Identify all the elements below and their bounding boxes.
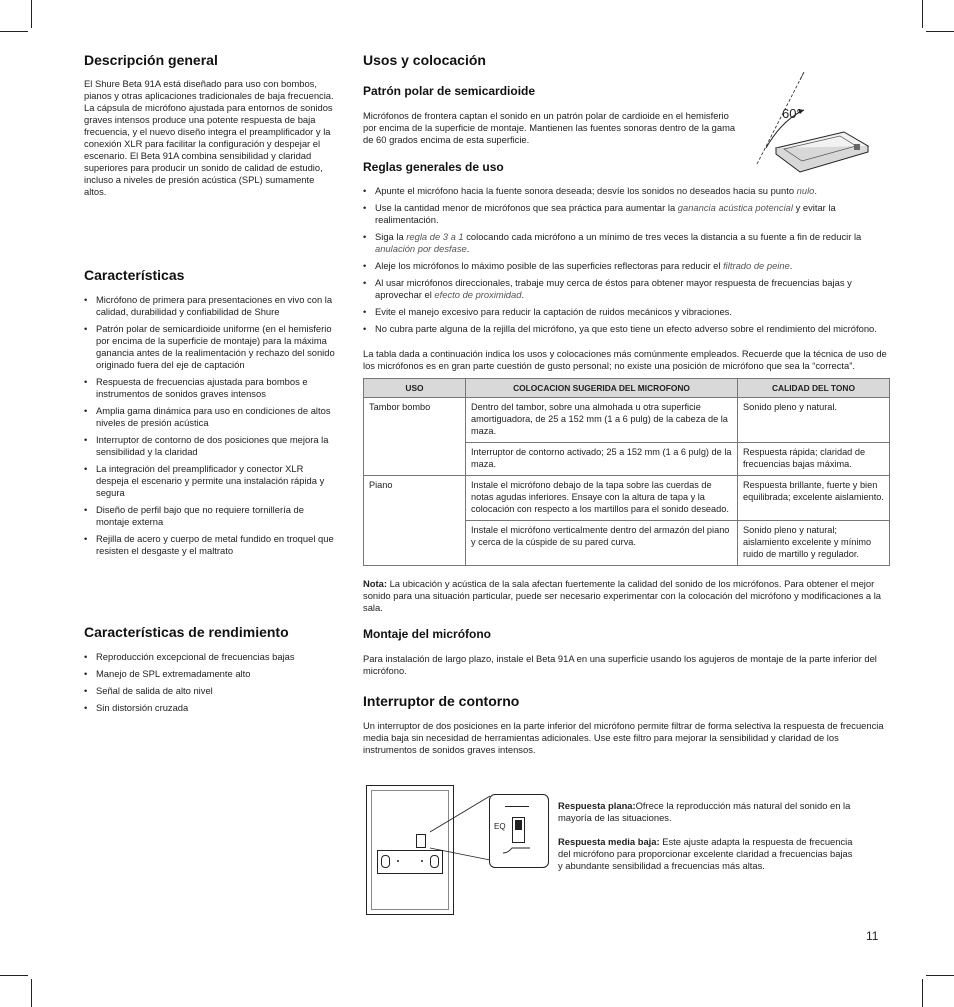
- list-item: • Siga la regla de 3 a 1 colocando cada micrófono a un mínimo de tres veces la distancia a su fuente a fin de reducir la anulación por desfase.: [363, 231, 893, 255]
- list-item: • Diseño de perfil bajo que no requiere tornillería de montaje externa: [84, 504, 336, 528]
- list-item: • Patrón polar de semicardioide uniforme (en el hemisferio por encima de la superficie de montaje) para la máxima ganancia antes de la realimentación y rechazo del sonido originado fuera del eje de captación: [84, 323, 336, 371]
- crop-mark: [0, 31, 28, 32]
- crop-mark: [926, 31, 954, 32]
- table-cell: Interruptor de contorno activado; 25 a 152 mm (1 a 6 pulg) de la maza.: [466, 443, 738, 476]
- semicardioid-diagram: [752, 60, 882, 180]
- list-item: • La integración del preamplificador y conector XLR despeja el escenario y permite una instalación rápida y segura: [84, 463, 336, 499]
- contour-caption: [558, 800, 858, 872]
- crop-mark: [922, 979, 923, 1007]
- table-cell: Respuesta brillante, fuerte y bien equilibrada; excelente aislamiento.: [738, 476, 890, 521]
- media-text: Respuesta media baja: Este ajuste adapta la respuesta de frecuencia del micrófono para proporcionar excelente claridad a frecuencias bajas y abundante sensibilidad a frecuencias más altas.: [558, 836, 853, 871]
- contorno-body: Un interruptor de dos posiciones en la parte inferior del micrófono permite filtrar de forma selectiva la respuesta de frecuencia media baja sin necesidad de herramientas adicionales. Use este filtro para mejorar la sensibilidad y claridad de los instrumentos de sonidos graves intensos.: [363, 720, 884, 755]
- nota: Nota: La ubicación y acústica de la sala afectan fuertemente la calidad del sonido de los micrófonos. Para obtener el mejor sonido para una situación particular, puede ser necesario experimentar con la colocación del micrófono y modificaciones a la sala.: [363, 578, 881, 613]
- eq-label: EQ: [494, 822, 506, 831]
- table-cell: Dentro del tambor, sobre una almohada u otra superficie amortiguadora, de 25 a 152 mm (1 a 6 pulg) de la cabeza de la maza.: [466, 398, 738, 443]
- crop-mark: [0, 975, 28, 976]
- list-item: • Amplia gama dinámica para uso en condiciones de altos niveles de presión acústica: [84, 405, 336, 429]
- list-item: • No cubra parte alguna de la rejilla del micrófono, ya que esto tiene un efecto adverso sobre el rendimiento del micrófono.: [363, 323, 893, 335]
- reglas-list: [363, 185, 893, 335]
- table-row: [364, 476, 890, 521]
- list-item: • Apunte el micrófono hacia la fuente sonora deseada; desvíe los sonidos no deseados hacia su punto nulo.: [363, 185, 893, 197]
- list-item: • Respuesta de frecuencias ajustada para bombos e instrumentos de sonidos graves intensos: [84, 376, 336, 400]
- list-item: • Rejilla de acero y cuerpo de metal fundido en troquel que resisten el desgaste y el maltrato: [84, 533, 336, 557]
- list-item: • Aleje los micrófonos lo máximo posible de las superficies reflectoras para reducir el filtrado de peine.: [363, 260, 893, 272]
- list-item: • Evite el manejo excesivo para reducir la captación de ruidos mecánicos y vibraciones.: [363, 306, 893, 318]
- angle-label: 60°: [782, 106, 802, 121]
- table-cell: Piano: [364, 476, 466, 566]
- table-cell: Instale el micrófono verticalmente dentro del armazón del piano y cerca de la cúspide de su pared curva.: [466, 521, 738, 566]
- eq-curve-icon: [502, 845, 532, 855]
- rendimiento-title: Características de rendimiento: [84, 624, 289, 640]
- page-number: 11: [866, 929, 879, 943]
- montaje-body: Para instalación de largo plazo, instale el Beta 91A en una superficie usando los agujeros de montaje de la parte inferior del micrófono.: [363, 653, 877, 676]
- eq-toggle: [512, 817, 525, 843]
- caracteristicas-list: [84, 294, 336, 557]
- montaje-title: Montaje del micrófono: [363, 627, 492, 641]
- list-item: • Sin distorsión cruzada: [84, 702, 336, 714]
- descripcion-body: El Shure Beta 91A está diseñado para uso con bombos, pianos y otras aplicaciones tradicionales de baja frecuencia. La cápsula de micrófono ajustada para entornos de sonidos graves intensos produce una potente respuesta de baja frecuencia, y el nuevo diseño integra el preamplificador y la conexión XLR para facilitar la configuración y despejar el escenario. El Beta 91A combina sensibilidad y claridad superiores para producir un sonido de calidad de estudio, incluso a niveles de presión acústica (SPL) sumamente altos.: [84, 78, 334, 197]
- rendimiento-list: [84, 651, 336, 714]
- crop-mark: [31, 0, 32, 28]
- list-item: • Reproducción excepcional de frecuencias bajas: [84, 651, 336, 663]
- table-cell: Sonido pleno y natural.: [738, 398, 890, 443]
- table-cell: Respuesta rápida; claridad de frecuencias bajas máxima.: [738, 443, 890, 476]
- descripcion-title: Descripción general: [84, 52, 218, 68]
- table-intro: La tabla dada a continuación indica los usos y colocaciones más comúnmente empleados. Recuerde que la técnica de uso de los micrófonos es en gran parte cuestión de gusto personal; no existe una posición de micrófono que sea la “correcta”.: [363, 348, 887, 371]
- table-cell: Instale el micrófono debajo de la tapa sobre las cuerdas de notas agudas inferiores. Ensaye con la altura de tapa y la colocación con respecto a los martillos para el sonido deseado.: [466, 476, 738, 521]
- table-header-row: [364, 379, 890, 398]
- table-header: CALIDAD DEL TONO: [738, 379, 890, 398]
- list-item: • Al usar micrófonos direccionales, trabaje muy cerca de éstos para obtener mayor respuesta de frecuencias bajas y aprovechar el efecto de proximidad.: [363, 277, 893, 301]
- polar-title: Patrón polar de semicardioide: [363, 84, 536, 98]
- mount-hole-icon: [381, 855, 390, 868]
- list-item: • Use la cantidad menor de micrófonos que sea práctica para aumentar la ganancia acústica potencial y evitar la realimentación.: [363, 202, 893, 226]
- plana-text: Respuesta plana:Ofrece la reproducción más natural del sonido en la mayoría de las situaciones.: [558, 800, 851, 823]
- usos-title: Usos y colocación: [363, 52, 486, 68]
- reglas-title: Reglas generales de uso: [363, 160, 504, 174]
- table-row: [364, 398, 890, 443]
- zoom-lines: [420, 794, 492, 864]
- usage-table: [363, 378, 890, 566]
- table-header: COLOCACION SUGERIDA DEL MICROFONO: [466, 379, 738, 398]
- caracteristicas-title: Características: [84, 267, 185, 283]
- polar-body: Micrófonos de frontera captan el sonido en un patrón polar de cardioide en el hemisferio por encima de la superficie de montaje. Mantienen las fuentes sonoras dentro de la gama de 60 grados encima de esta superficie.: [363, 110, 736, 145]
- table-header: USO: [364, 379, 466, 398]
- list-item: • Manejo de SPL extremadamente alto: [84, 668, 336, 680]
- eq-switch-closeup: [489, 794, 549, 868]
- list-item: • Señal de salida de alto nivel: [84, 685, 336, 697]
- crop-mark: [926, 975, 954, 976]
- left-column: [84, 52, 336, 719]
- crop-mark: [31, 979, 32, 1007]
- crop-mark: [922, 0, 923, 28]
- list-item: • Interruptor de contorno de dos posiciones que mejora la sensibilidad y la claridad: [84, 434, 336, 458]
- table-cell: Sonido pleno y natural; aislamiento excelente y mínimo ruido de martillo y regulador.: [738, 521, 890, 566]
- table-cell: Tambor bombo: [364, 398, 466, 476]
- contorno-title: Interruptor de contorno: [363, 693, 520, 709]
- list-item: • Micrófono de primera para presentaciones en vivo con la calidad, durabilidad y confiabilidad de Shure: [84, 294, 336, 318]
